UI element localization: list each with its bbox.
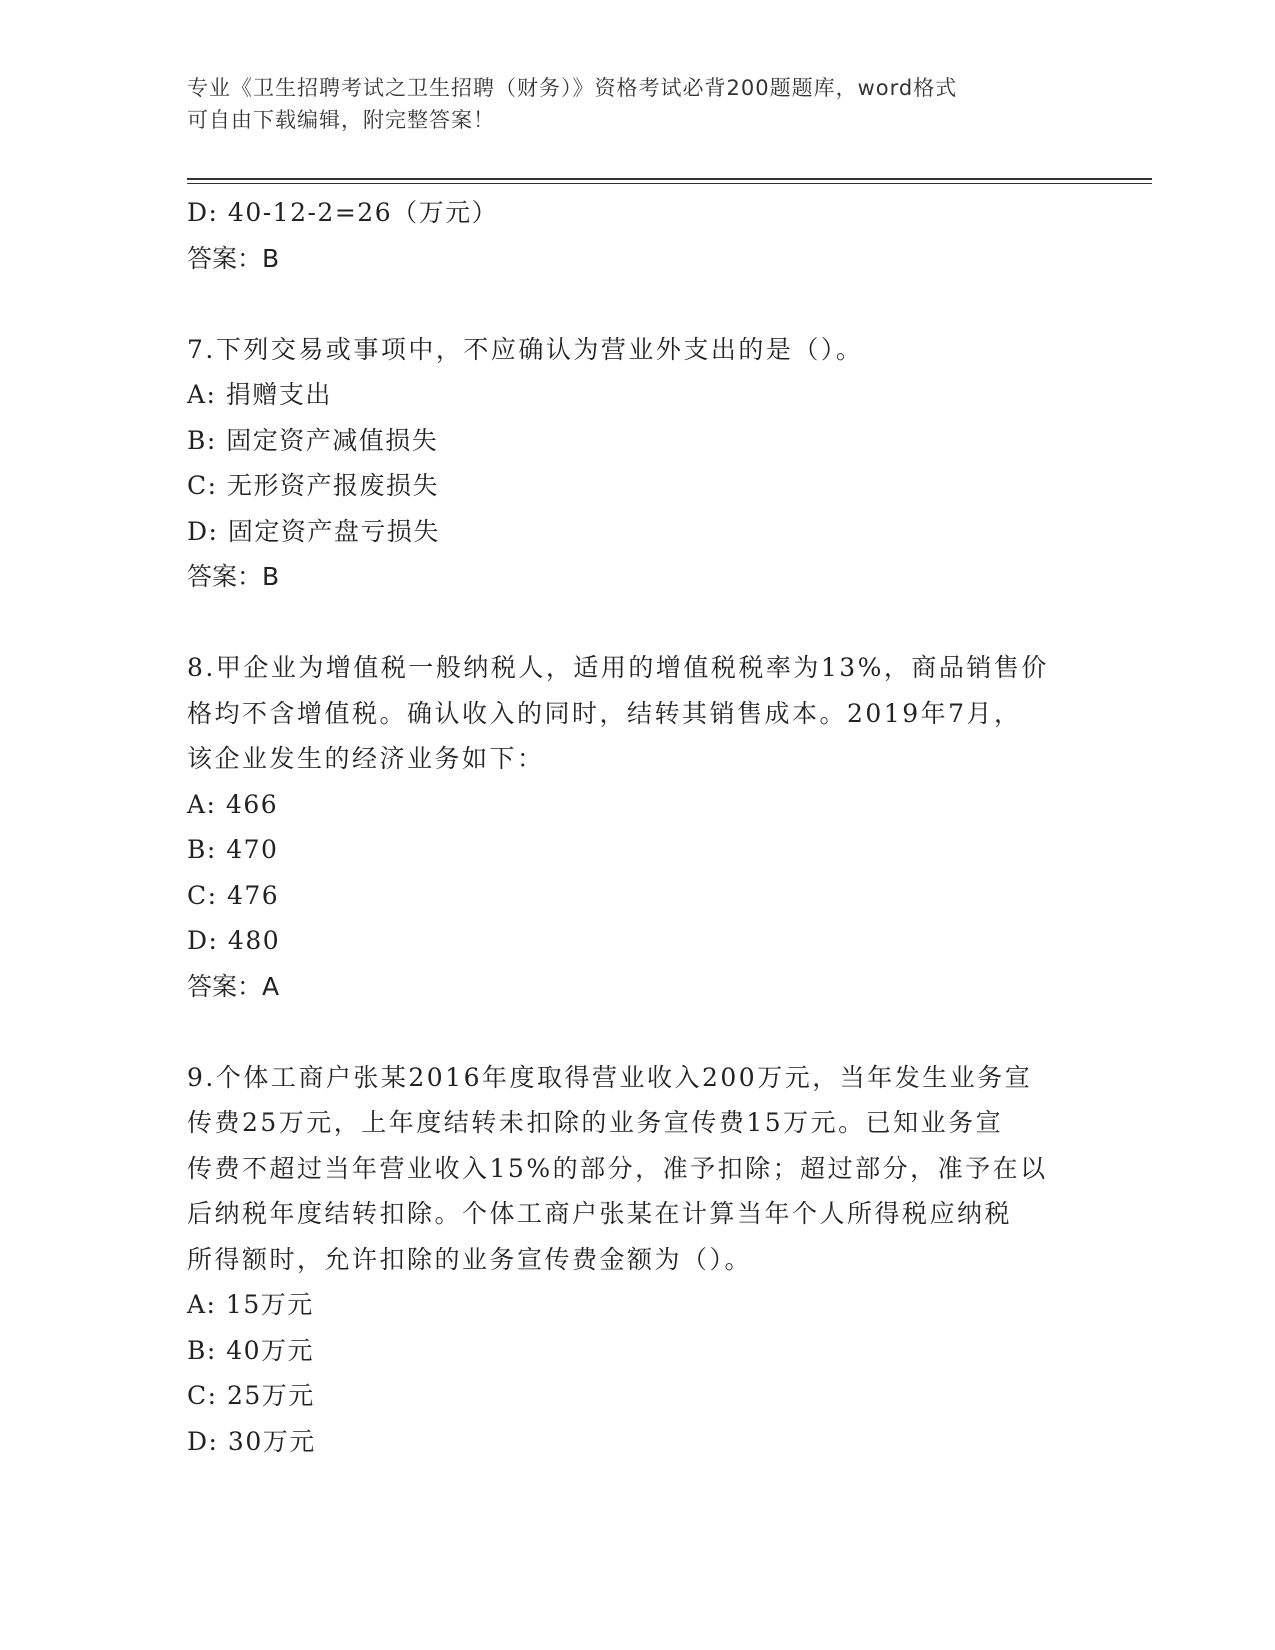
spacer bbox=[187, 600, 1087, 646]
prev-answer: 答案：B bbox=[187, 243, 280, 273]
header-divider-thin bbox=[187, 183, 1152, 184]
q9-option-b: B: 40万元 bbox=[187, 1335, 315, 1365]
prev-option-d: D: 40-12-2=26（万元） bbox=[187, 198, 499, 227]
q8-stem-line-1: 8.甲企业为增值税一般纳税人，适用的增值税税率为13%，商品销售价 bbox=[187, 653, 1049, 682]
q9-option-d: D: 30万元 bbox=[187, 1426, 316, 1456]
q8-option-c: C: 476 bbox=[187, 880, 280, 910]
spacer bbox=[187, 1009, 1087, 1055]
q7-option-b: B: 固定资产减值损失 bbox=[187, 425, 439, 455]
q9-option-a: A: 15万元 bbox=[187, 1290, 314, 1319]
question-content bbox=[187, 190, 1087, 1464]
q8-stem-line-2: 格均不含增值税。确认收入的同时，结转其销售成本。2019年7月， bbox=[187, 698, 1022, 728]
q7-option-c: C: 无形资产报废损失 bbox=[187, 471, 439, 500]
q9-stem-line-1: 9.个体工商户张某2016年度取得营业收入200万元，当年发生业务宣 bbox=[187, 1062, 1033, 1092]
header-divider-thick bbox=[187, 178, 1152, 180]
spacer bbox=[187, 281, 1087, 327]
q9-stem-line-5: 所得额时，允许扣除的业务宣传费金额为（）。 bbox=[187, 1244, 753, 1274]
q8-option-d: D: 480 bbox=[187, 926, 281, 955]
header-line-2: 可自由下载编辑，附完整答案！ bbox=[187, 108, 495, 132]
q7-answer: 答案：B bbox=[187, 562, 280, 591]
q8-stem-line-3: 该企业发生的经济业务如下： bbox=[187, 744, 545, 773]
q9-stem-line-4: 后纳税年度结转扣除。个体工商户张某在计算当年个人所得税应纳税 bbox=[187, 1199, 1013, 1228]
q7-option-a: A: 捐赠支出 bbox=[187, 380, 332, 409]
q9-stem-line-2: 传费25万元，上年度结转未扣除的业务宣传费15万元。已知业务宣 bbox=[187, 1108, 1004, 1137]
q8-option-b: B: 470 bbox=[187, 835, 279, 864]
header-line-1: 专业《卫生招聘考试之卫生招聘（财务）》资格考试必背200题题库，word格式 bbox=[187, 76, 958, 100]
q8-option-a: A: 466 bbox=[187, 789, 279, 819]
q8-answer: 答案：A bbox=[187, 971, 280, 1001]
document-header bbox=[187, 72, 1087, 136]
q9-option-c: C: 25万元 bbox=[187, 1381, 315, 1410]
q7-option-d: D: 固定资产盘亏损失 bbox=[187, 516, 440, 546]
q7-stem: 7.下列交易或事项中，不应确认为营业外支出的是（）。 bbox=[187, 334, 864, 364]
q9-stem-line-3: 传费不超过当年营业收入15%的部分，准予扣除；超过部分，准予在以 bbox=[187, 1153, 1048, 1183]
